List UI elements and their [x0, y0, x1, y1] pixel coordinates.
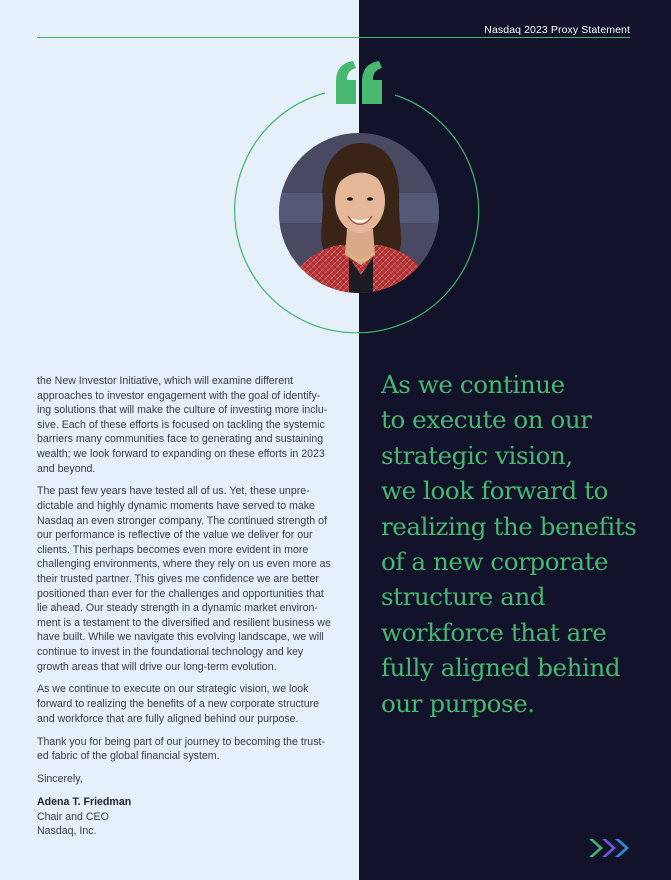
letter-paragraph: Thank you for being part of our journey to becoming the trust-ed fabric of the global financial system. — [37, 735, 325, 763]
pull-quote-line: to execute on our — [381, 405, 592, 435]
pull-quote — [381, 367, 641, 721]
pull-quote-line: our purpose. — [381, 688, 535, 718]
chevrons-right-icon[interactable] — [588, 837, 632, 859]
letter-paragraph: the New Investor Initiative, which will examine different approaches to investor engagement with the goal of identify-ing solutions that will make the culture of investing more inclu-sive. Each of these efforts is focused on tackling the systemic barriers many communities face to generating and sustaining wealth; we look forward to expanding on these efforts in 2023 and beyond. — [37, 375, 328, 475]
letter-closing: Sincerely, — [37, 773, 83, 786]
pull-quote-line: strategic vision, — [381, 440, 573, 470]
quote-mark-icon — [333, 60, 385, 106]
pull-quote-line: we look forward to — [381, 476, 608, 506]
pull-quote-line: realizing the benefits — [381, 511, 637, 541]
pull-quote-line: fully aligned behind — [381, 653, 621, 683]
pull-quote-line: workforce that are — [381, 617, 607, 647]
letter-body — [37, 374, 331, 839]
pull-quote-line: structure and — [381, 582, 546, 612]
pull-quote-line: As we continue — [381, 370, 565, 399]
signature-title: Chair and CEO — [37, 810, 109, 823]
letter-paragraph: As we continue to execute on our strategic vision, we look forward to realizing the benefits of a new corporate structure and workforce that are fully aligned behind our purpose. — [37, 683, 320, 725]
signature-name: Adena T. Friedman — [37, 795, 132, 808]
portrait-photo — [279, 133, 439, 293]
signature-company: Nasdaq, Inc. — [37, 825, 97, 838]
pull-quote-line: of a new corporate — [381, 547, 609, 577]
letter-paragraph: The past few years have tested all of us. Yet, these unpre-dictable and highly dynamic moments have served to make Nasdaq an even stronger company. The continued strength of our performance is reflective of the value we deliver for our clients. This perhaps becomes even more evident in more challenging environments, where they rely on us even more as their trusted partner. This gives me confidence we are better positioned than ever for the challenges and opportunities that lie ahead. Our steady strength in a dynamic market environ-ment is a testament to the diversified and resilient business we have built. While we navigate this evolving landscape, we will continue to invest in the foundational technology and key growth areas that will drive our long-term evolution. — [37, 485, 331, 673]
portrait-illustration — [279, 133, 439, 293]
header-title: Nasdaq 2023 Proxy Statement — [484, 24, 630, 36]
